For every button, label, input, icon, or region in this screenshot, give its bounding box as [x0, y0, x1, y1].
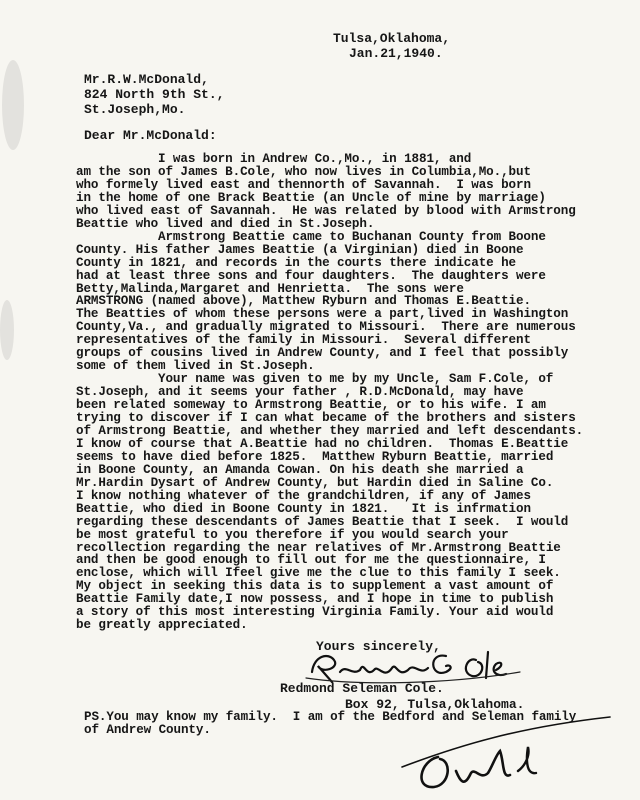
body-line: St.Joseph, and it seems your father , R.D.McDonald, may have [76, 385, 524, 399]
body-line: representatives of the family in Missouri. Several different [76, 333, 531, 347]
body-line: I was born in Andrew Co.,Mo., in 1881, and [158, 152, 472, 166]
salutation: Dear Mr.McDonald: [84, 128, 217, 143]
body-line: County. His father James Beattie (a Virginian) died in Boone [76, 243, 524, 257]
body-line: County,Va., and gradually migrated to Missouri. There are numerous [76, 320, 576, 334]
body-line: some of them lived in St.Joseph. [76, 359, 315, 373]
body-line: enclose, which will Ifeel give me the clue to this family I seek. [76, 566, 561, 580]
body-line: of Armstrong Beattie, and whether they married and left descendants. [76, 424, 584, 438]
closing: Yours sincerely, [316, 639, 441, 654]
body-line: be most grateful to you therefore if you would search your [76, 528, 509, 542]
body-line: who lived east of Savannah. He was related by blood with Armstrong [76, 204, 576, 218]
body-line: Beattie Family date,I now possess, and I hope in time to publish [76, 592, 554, 606]
body-line: I know nothing whatever of the grandchildren, if any of James [76, 489, 531, 503]
body-line: who formely lived east and thennorth of Savannah. I was born [76, 178, 531, 192]
body-line: a story of this most interesting Virginia Family. Your aid would [76, 605, 554, 619]
letter-place: Tulsa,Oklahoma, [333, 31, 451, 46]
recipient-city: St.Joseph,Mo. [84, 102, 186, 117]
body-line: Mr.Hardin Dysart of Andrew County, but Hardin died in Saline Co. [76, 476, 554, 490]
signer-address: Box 92, Tulsa,Oklahoma. [345, 697, 525, 712]
recipient-street: 824 North 9th St., [84, 87, 225, 102]
body-line: be greatly appreciated. [76, 618, 248, 632]
body-line: been related someway to Armstrong Beattie, or to his wife. I am [76, 398, 546, 412]
body-line: am the son of James B.Cole, who now lives in Columbia,Mo.,but [76, 165, 531, 179]
body-line: ARMSTRONG (named above), Matthew Ryburn and Thomas E.Beattie. [76, 294, 531, 308]
body-line: seems to have died before 1825. Matthew Ryburn Beattie, married [76, 450, 554, 464]
postscript-line-1: PS.You may know my family. I am of the Bedford and Seleman family [84, 710, 577, 724]
margin-smudge [0, 300, 14, 360]
letter-date: Jan.21,1940. [349, 46, 443, 61]
body-line: Armstrong Beattie came to Buchanan County from Boone [158, 230, 546, 244]
body-line: and then be good enough to fill out for me the questionnaire, I [76, 553, 546, 567]
body-line: in Boone County, an Amanda Cowan. On his death she married a [76, 463, 524, 477]
body-line: Betty,Malinda,Margaret and Henrietta. The sons were [76, 282, 464, 296]
body-line: Beattie who lived and died in St.Joseph. [76, 217, 375, 231]
body-line: had at least three sons and four daughters. The daughters were [76, 269, 546, 283]
body-line: trying to discover if I can what became of the brothers and sisters [76, 411, 576, 425]
body-line: Your name was given to me by my Uncle, Sam F.Cole, of [158, 372, 554, 386]
body-line: Beattie, who died in Boone County in 1821. It is infrmation [76, 502, 531, 516]
body-line: My object in seeking this data is to supplement a vast amount of [76, 579, 554, 593]
body-line: regarding these descendants of James Beattie that I seek. I would [76, 515, 569, 529]
body-line: I know of course that A.Beattie had no children. Thomas E.Beattie [76, 437, 569, 451]
body-line: County in 1821, and records in the courts there indicate he [76, 256, 516, 270]
body-line: groups of cousins lived in Andrew County, and I feel that possibly [76, 346, 569, 360]
body-line: in the home of one Brack Beattie (an Uncle of mine by marriage) [76, 191, 546, 205]
body-line: recollection regarding the near relatives of Mr.Armstrong Beattie [76, 541, 561, 555]
handwritten-mark [400, 715, 620, 795]
margin-smudge [2, 60, 24, 150]
signer-name: Redmond Seleman Cole. [280, 681, 444, 696]
postscript-line-2: of Andrew County. [84, 723, 211, 737]
body-line: The Beatties of whom these persons were a part,lived in Washington [76, 307, 569, 321]
recipient-name: Mr.R.W.McDonald, [84, 72, 209, 87]
